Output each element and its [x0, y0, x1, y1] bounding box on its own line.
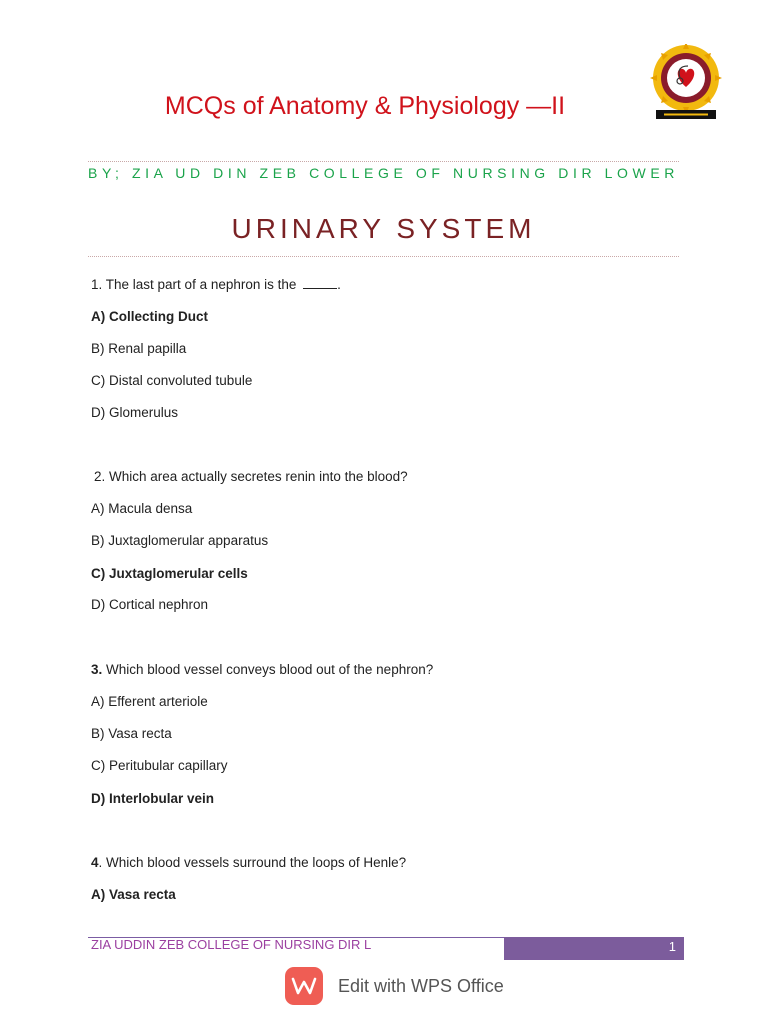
question-4 [91, 855, 406, 870]
college-logo-icon [650, 44, 722, 122]
option-d: D) Interlobular vein [91, 791, 215, 806]
section-divider [88, 256, 679, 257]
option-b: B) Juxtaglomerular apparatus [91, 533, 269, 548]
question-suffix: . [337, 277, 341, 292]
option-a: A) Efferent arteriole [91, 694, 208, 709]
section-title: URINARY SYSTEM [231, 213, 536, 244]
edit-with-wps-button[interactable] [285, 964, 504, 1008]
option-a: A) Macula densa [91, 501, 193, 516]
byline: BY; ZIA UD DIN ZEB COLLEGE OF NURSING DIR LOWER [88, 165, 680, 181]
question-1 [91, 277, 341, 292]
option-c: C) Peritubular capillary [91, 758, 228, 773]
page-number: 1 [668, 939, 676, 954]
option-d: D) Cortical nephron [91, 597, 209, 612]
header-divider [88, 161, 679, 162]
wps-label: Edit with WPS Office [338, 975, 504, 996]
option-b: B) Renal papilla [91, 341, 187, 356]
option-c: C) Juxtaglomerular cells [91, 566, 248, 581]
answer-blank [303, 288, 337, 289]
option-a: A) Vasa recta [91, 887, 176, 902]
question-number: 4 [91, 855, 99, 870]
option-a: A) Collecting Duct [91, 309, 208, 324]
question-text: . The last part of a nephron is the [98, 277, 301, 292]
question-number: 2 [94, 469, 102, 484]
question-number: 1 [91, 277, 99, 292]
question-number: 3. [91, 662, 103, 677]
option-c: C) Distal convoluted tubule [91, 373, 253, 388]
question-3 [91, 662, 433, 677]
page-number-box [504, 937, 684, 960]
question-2 [94, 469, 408, 484]
document-title: MCQs of Anatomy & Physiology —II [164, 92, 566, 120]
option-d: D) Glomerulus [91, 405, 179, 420]
option-b: B) Vasa recta [91, 726, 172, 741]
question-text: . Which area actually secretes renin into the blood? [101, 469, 408, 484]
question-text: . Which blood vessels surround the loops of Henle? [98, 855, 407, 870]
question-text: Which blood vessel conveys blood out of the nephron? [102, 662, 434, 677]
footer-college-name: ZIA UDDIN ZEB COLLEGE OF NURSING DIR L [91, 937, 372, 952]
wps-logo-icon [285, 967, 323, 1005]
